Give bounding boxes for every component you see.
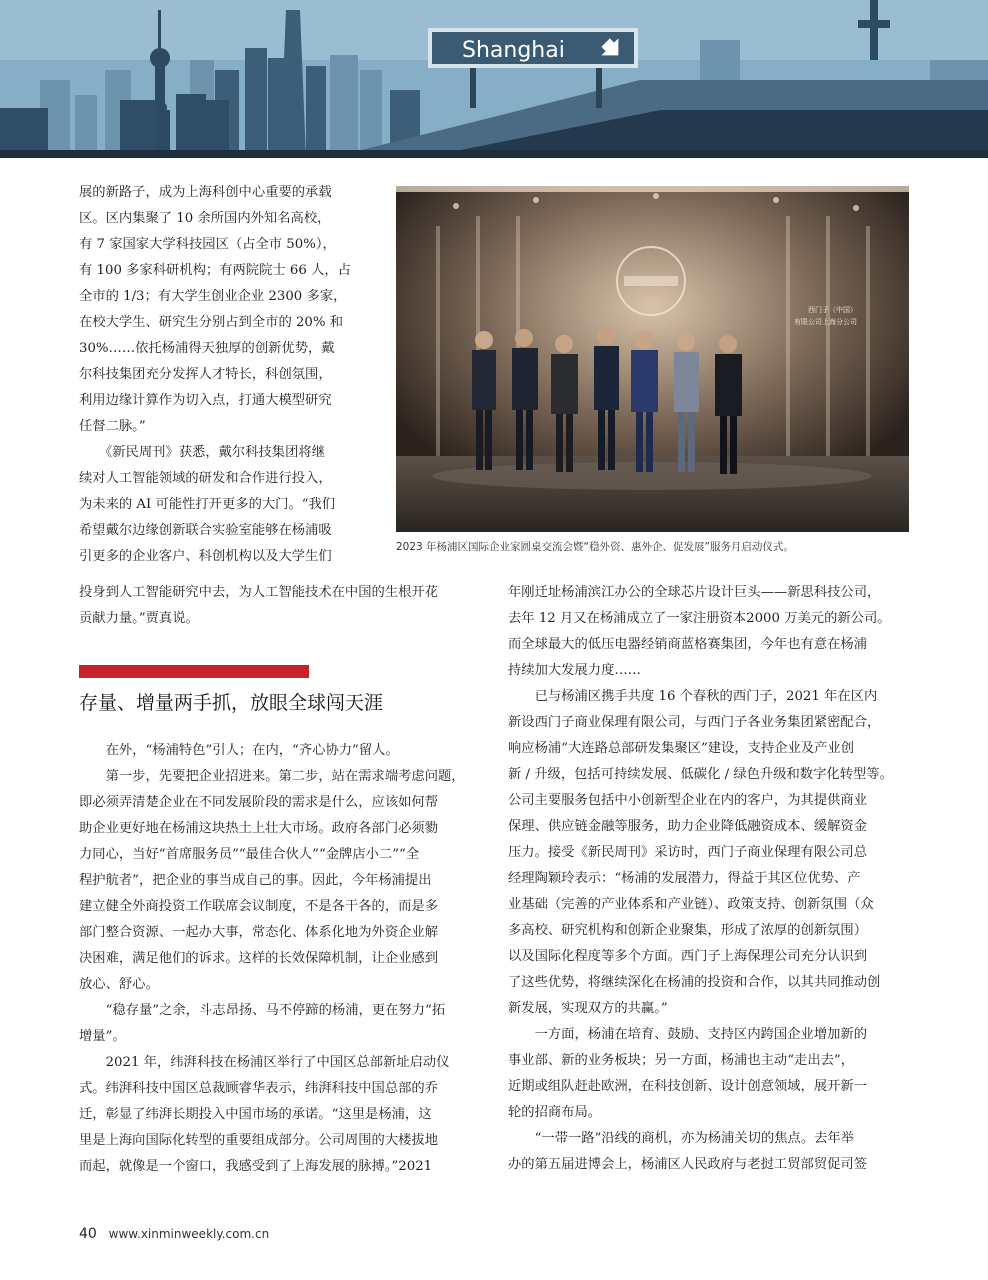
text-line: 建立健全外商投资工作联席会议制度，不是各干各的，而是多 xyxy=(79,899,439,914)
backdrop-text-company: 西门子（中国） xyxy=(808,306,857,314)
section-heading-bar xyxy=(79,665,309,678)
section-title: 存量、增量两手抓，放眼全球闯天涯 xyxy=(79,692,384,714)
text-line: 有 7 家国家大学科技园区（占全市 50%）， xyxy=(79,237,336,252)
text-line: 力同心，当好“首席服务员”“最佳合伙人”“金牌店小二”“全 xyxy=(79,847,420,862)
text-line: 展的新路子，成为上海科创中心重要的承载 xyxy=(79,185,332,200)
text-line: 增量”。 xyxy=(79,1029,126,1044)
text-line: 新 / 升级，包括可持续发展、低碳化 / 绿色升级和数字化转型等。 xyxy=(508,767,893,782)
text-line: 响应杨浦“大连路总部研发集聚区”建设，支持企业及产业创 xyxy=(508,741,855,756)
text-line: 轮的招商布局。 xyxy=(508,1105,602,1120)
left-column-bottom xyxy=(79,738,494,1180)
text-line: 持续加大发展力度…… xyxy=(508,663,641,678)
text-line: 在校大学生、研究生分别占到全市的 20% 和 xyxy=(79,315,344,330)
text-line: 新设西门子商业保理有限公司，与西门子各业务集团紧密配合， xyxy=(508,715,881,730)
backdrop-text-branch: 有限公司上海分公司 xyxy=(794,318,857,326)
text-line: 利用边缘计算作为切入点，打通大模型研究 xyxy=(79,393,332,408)
text-line: 续对人工智能领域的研发和合作进行投入， xyxy=(79,471,332,486)
text-line: 一方面，杨浦在培育、鼓励、支持区内跨国企业增加新的 xyxy=(508,1027,868,1042)
text-line: 已与杨浦区携手共度 16 个春秋的西门子，2021 年在区内 xyxy=(508,689,878,704)
text-line: 任督二脉。” xyxy=(79,419,146,434)
text-line: 而起，就像是一个窗口，我感受到了上海发展的脉搏。”2021 xyxy=(79,1159,433,1174)
text-line: 而全球最大的低压电器经销商蓝格赛集团，今年也有意在杨浦 xyxy=(508,637,868,652)
text-line: 贡献力量。”贾真说。 xyxy=(79,611,199,626)
sign-text: Shanghai xyxy=(462,38,565,63)
text-line: 第一步，先要把企业招进来。第二步，站在需求端考虑问题， xyxy=(79,769,465,784)
text-line: 尔科技集团充分发挥人才特长，科创氛围， xyxy=(79,367,332,382)
text-line: 迁，彰显了纬湃长期投入中国市场的承诺。“这里是杨浦，这 xyxy=(79,1107,432,1122)
text-line: 保理、供应链金融等服务，助力企业降低融资成本、缓解资金 xyxy=(508,819,868,834)
text-line: 新发展，实现双方的共赢。” xyxy=(508,1001,668,1016)
text-line: 了这些优势，将继续深化在杨浦的投资和合作，以其共同推动创 xyxy=(508,975,881,990)
award-ceremony-photo xyxy=(396,186,909,532)
text-line: 2021 年，纬湃科技在杨浦区举行了中国区总部新址启动仪 xyxy=(79,1055,450,1070)
left-column-continuation xyxy=(79,580,494,632)
shanghai-skyline-illustration xyxy=(0,0,988,158)
text-line: 在外，“杨浦特色”引人；在内，“齐心协力”留人。 xyxy=(79,743,399,758)
event-photo xyxy=(396,186,909,532)
text-line: 去年 12 月又在杨浦成立了一家注册资本2000 万美元的新公司。 xyxy=(508,611,891,626)
text-line: 经理陶颖玲表示：“杨浦的发展潜力，得益于其区位优势、产 xyxy=(508,871,861,886)
text-line: 压力。接受《新民周刊》采访时，西门子商业保理有限公司总 xyxy=(508,845,868,860)
text-line: 区。区内集聚了 10 余所国内外知名高校， xyxy=(79,211,331,226)
text-line: 《新民周刊》获悉，戴尔科技集团将继 xyxy=(79,445,325,460)
text-line: 年刚迁址杨浦滨江办公的全球芯片设计巨头——新思科技公司， xyxy=(508,585,881,600)
page-footer xyxy=(79,1226,269,1242)
text-line: 里是上海向国际化转型的重要组成部分。公司周围的大楼拔地 xyxy=(79,1133,439,1148)
text-line: 业基础（完善的产业体系和产业链）、政策支持、创新氛围（众 xyxy=(508,897,874,912)
header-banner-illustration xyxy=(0,0,988,158)
photo-caption: 2023 年杨浦区国际企业家圆桌交流会暨“稳外资、惠外企、促发展”服务月启动仪式。 xyxy=(396,541,794,553)
text-line: 公司主要服务包括中小创新型企业在内的客户，为其提供商业 xyxy=(508,793,868,808)
text-line: 投身到人工智能研究中去，为人工智能技术在中国的生根开花 xyxy=(79,585,439,600)
text-line: 近期或组队赶赴欧洲，在科技创新、设计创意领域，展开新一 xyxy=(508,1079,868,1094)
text-line: 全市的 1/3；有大学生创业企业 2300 多家， xyxy=(79,289,347,304)
text-line: 办的第五届进博会上，杨浦区人民政府与老挝工贸部贸促司签 xyxy=(508,1157,868,1172)
text-line: 事业部、新的业务板块；另一方面，杨浦也主动“走出去”， xyxy=(508,1053,855,1068)
text-line: 为未来的 AI 可能性打开更多的大门。“我们 xyxy=(79,497,336,512)
page-number: 40 xyxy=(79,1226,97,1242)
right-column xyxy=(508,580,918,1178)
text-line: 程护航者”，把企业的事当成自己的事。因此，今年杨浦提出 xyxy=(79,873,432,888)
text-line: “一带一路”沿线的商机，亦为杨浦关切的焦点。去年举 xyxy=(508,1131,855,1146)
text-line: 希望戴尔边缘创新联合实验室能够在杨浦吸 xyxy=(79,523,332,538)
text-line: 30%……依托杨浦得天独厚的创新优势，戴 xyxy=(79,341,335,356)
text-line: 决困难，满足他们的诉求。这样的长效保障机制，让企业感到 xyxy=(79,951,439,966)
text-line: 以及国际化程度等多个方面。西门子上海保理公司充分认识到 xyxy=(508,949,868,964)
left-column-top xyxy=(79,180,379,570)
footer-url[interactable]: www.xinminweekly.com.cn xyxy=(108,1227,270,1241)
text-line: 引更多的企业客户、科创机构以及大学生们 xyxy=(79,549,332,564)
text-line: 助企业更好地在杨浦这块热土上壮大市场。政府各部门必须勠 xyxy=(79,821,439,836)
text-line: 多高校、研究机构和创新企业聚集，形成了浓厚的创新氛围） xyxy=(508,923,868,938)
text-line: 有 100 多家科研机构；有两院院士 66 人，占 xyxy=(79,263,351,278)
text-line: 即必须弄清楚企业在不同发展阶段的需求是什么，应该如何帮 xyxy=(79,795,439,810)
text-line: “稳存量”之余，斗志昂扬、马不停蹄的杨浦，更在努力“拓 xyxy=(79,1003,446,1018)
text-line: 部门整合资源、一起办大事，常态化、体系化地为外资企业解 xyxy=(79,925,439,940)
text-line: 放心、舒心。 xyxy=(79,977,159,992)
banner-bottom-rule xyxy=(0,155,988,158)
text-line: 式。纬湃科技中国区总裁顾睿华表示，纬湃科技中国总部的乔 xyxy=(79,1081,439,1096)
